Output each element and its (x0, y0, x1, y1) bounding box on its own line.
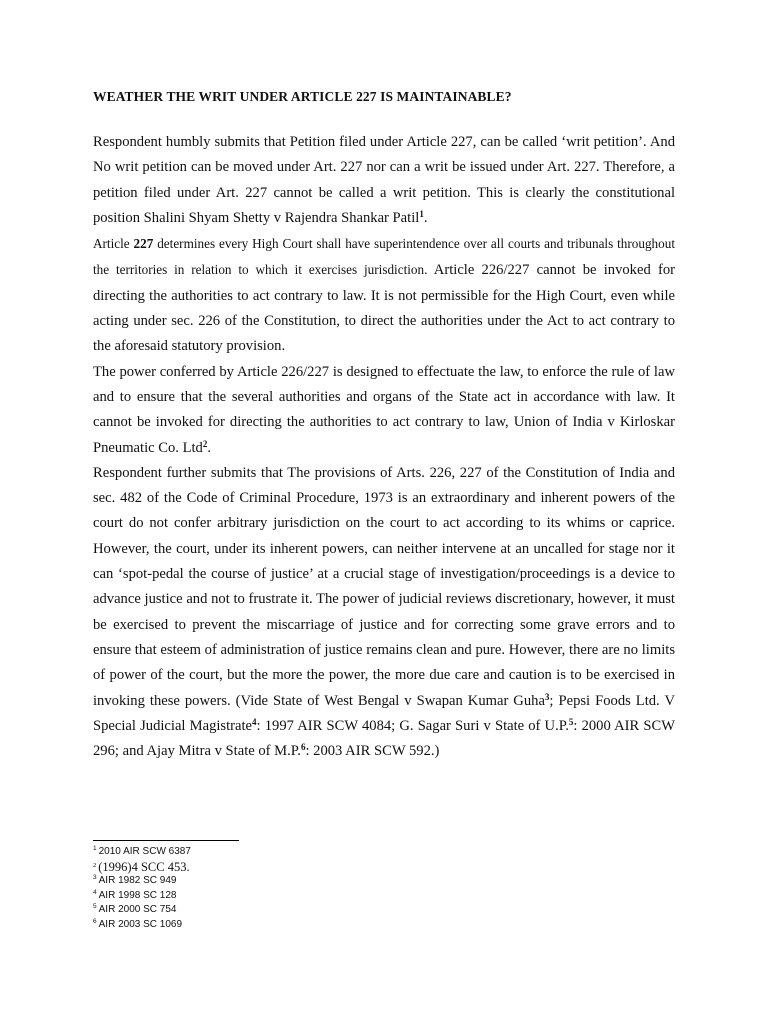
paragraph-text: : 1997 AIR SCW 4084; G. Sagar Suri v State of U.P. (256, 717, 569, 734)
paragraph-end: . (207, 439, 212, 456)
footnote-text: AIR 2003 SC 1069 (98, 918, 183, 930)
footnote (93, 860, 493, 875)
footnotes (93, 845, 493, 932)
footnote-text: AIR 1998 SC 128 (98, 889, 177, 901)
footnote (93, 845, 493, 860)
footnote-text: AIR 2000 SC 754 (98, 904, 177, 915)
footnote-ref[interactable]: 4 (252, 716, 257, 727)
footnote-number: 4 (93, 888, 97, 896)
bold-text: 227 (133, 236, 154, 252)
footnote (93, 918, 493, 933)
footnote-text: AIR 1982 SC 949 (98, 875, 177, 886)
paragraph (93, 231, 675, 359)
paragraph (93, 130, 675, 231)
footnote-ref[interactable]: 1 (419, 208, 424, 219)
section-heading: WEATHER THE WRIT UNDER ARTICLE 227 IS MAINTAINABLE? (93, 89, 512, 104)
paragraph-text: Article (93, 236, 134, 252)
paragraph-text: : 2003 AIR SCW 592.) (305, 743, 440, 760)
footnote-ref[interactable]: 2 (202, 438, 208, 449)
paragraph-text: ; Pepsi Foods Ltd. V Special Judicial Magistrate (93, 692, 675, 734)
footnote-ref[interactable]: 3 (544, 691, 550, 702)
footnote-number: 2 (93, 861, 97, 869)
paragraph-end: . (423, 209, 428, 226)
footnote-ref[interactable]: 6 (300, 742, 306, 753)
paragraph-text: Respondent humbly submits that Petition filed under Article 227, can be called ‘writ petition’. And No writ petition can be moved under Art. 227 nor can a writ be issued under Art. 227. Therefore, a petition filed under Art. 227 cannot be called a writ petition. This is clearly the constitutional position Shalini Shyam Shetty v Rajendra Shankar Patil (93, 134, 675, 226)
footnote-separator (93, 840, 239, 841)
footnote (93, 874, 493, 889)
footnote-text: (1996)4 SCC 453. (98, 859, 190, 874)
footnote-text: 2010 AIR SCW 6387 (98, 846, 191, 857)
body-text (93, 130, 675, 764)
footnote-ref[interactable]: 5 (568, 716, 574, 727)
paragraph (93, 360, 675, 461)
paragraph-text: determines every High Court shall have superintendence over all courts and tribunals throughout the territories in relation to which it exercises jurisdiction. (93, 236, 675, 278)
footnote-number: 6 (93, 917, 97, 925)
footnote-number: 1 (93, 845, 97, 852)
paragraph-text: The power conferred by Article 226/227 is designed to effectuate the law, to enforce the rule of law and to ensure that the several authorities and organs of the State act in accordance with law. It cannot be invoked for directing the authorities to act contrary to law, Union of India v Kirloskar Pneumatic Co. Ltd (93, 363, 675, 456)
footnote-number: 3 (93, 874, 97, 881)
paragraph-text: : 2000 AIR SCW 296; and Ajay Mitra v State of M.P. (93, 717, 675, 760)
paragraph-text: Article 226/227 cannot be invoked for directing the authorities to act contrary to law. It is not permissible for the High Court, even while acting under sec. 226 of the Constitution, to direct the authorities under the Act to act contrary to the aforesaid statutory provision. (93, 262, 675, 355)
paragraph (93, 461, 675, 765)
footnote-number: 5 (93, 903, 97, 910)
paragraph-text: Respondent further submits that The provisions of Arts. 226, 227 of the Constitution of India and sec. 482 of the Code of Criminal Procedure, 1973 is an extraordinary and inherent powers of the court do not confer arbitrary jurisdiction on the court to act according to its whims or caprice. However, the court, under its inherent powers, can neither intervene at an uncalled for stage nor it can ‘spot-pedal the course of justice’ at a crucial stage of investigation/proceedings is a device to advance justice and not to frustrate it. The power of judicial reviews discretionary, however, it must be exercised to prevent the miscarriage of justice and for correcting some grave errors and to ensure that esteem of administration of justice remains clean and pure. However, there are no limits of power of the court, but the more the power, the more due care and caution is to be exercised in invoking these powers. (Vide State of West Bengal v Swapan Kumar Guha (93, 464, 675, 709)
footnote (93, 889, 493, 904)
footnote (93, 903, 493, 918)
